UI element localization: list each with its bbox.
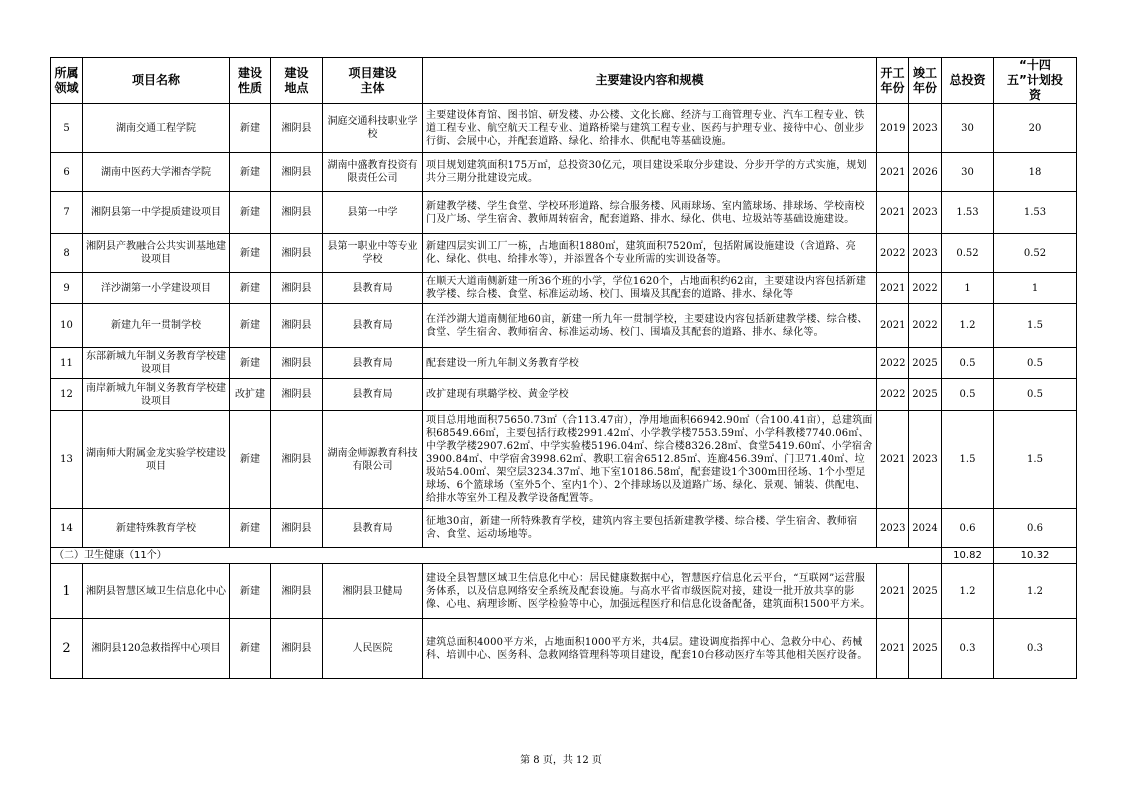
header-end-year: 竣工年份 bbox=[909, 58, 942, 104]
cell-project-name: 东部新城九年制义务教育学校建设项目 bbox=[83, 348, 230, 379]
header-project-name: 项目名称 bbox=[83, 58, 230, 104]
cell-end-year: 2022 bbox=[909, 304, 942, 348]
cell-end-year: 2025 bbox=[909, 564, 942, 619]
cell-owner: 县第一职业中等专业学校 bbox=[323, 234, 423, 273]
cell-content: 配套建设一所九年制义务教育学校 bbox=[423, 348, 877, 379]
cell-project-name: 湘阴县第一中学提质建设项目 bbox=[83, 192, 230, 234]
cell-row-number: 6 bbox=[51, 153, 83, 192]
cell-plan-investment: 1.2 bbox=[994, 564, 1077, 619]
cell-content: 征地30亩，新建一所特殊教育学校，建筑内容主要包括新建教学楼、综合楼、学生宿舍、教师宿舍、食堂、运动场地等。 bbox=[423, 509, 877, 548]
cell-start-year: 2022 bbox=[877, 234, 909, 273]
cell-row-number: 13 bbox=[51, 411, 83, 509]
cell-end-year: 2025 bbox=[909, 619, 942, 679]
cell-start-year: 2022 bbox=[877, 348, 909, 379]
page-footer: 第 8 页，共 12 页 bbox=[520, 755, 602, 766]
cell-start-year: 2019 bbox=[877, 104, 909, 153]
cell-plan-investment: 0.52 bbox=[994, 234, 1077, 273]
cell-place: 湘阴县 bbox=[271, 153, 323, 192]
cell-content: 项目规划建筑面积175万㎡，总投资30亿元，项目建设采取分步建设、分步开学的方式实施，规划共分三期分批建设完成。 bbox=[423, 153, 877, 192]
cell-end-year: 2025 bbox=[909, 379, 942, 411]
table-row bbox=[51, 192, 1077, 234]
cell-row-number: 5 bbox=[51, 104, 83, 153]
cell-content: 新建教学楼、学生食堂、学校环形道路、综合服务楼、风雨球场、室内篮球场、排球场、学校南校门及广场、学生宿舍、教师周转宿舍，配套道路、排水、绿化、供电、垃圾站等基础设施建设。 bbox=[423, 192, 877, 234]
cell-place: 湘阴县 bbox=[271, 234, 323, 273]
cell-total-investment: 1.53 bbox=[942, 192, 994, 234]
cell-plan-investment: 1.5 bbox=[994, 304, 1077, 348]
cell-start-year: 2021 bbox=[877, 564, 909, 619]
header-total-investment: 总投资 bbox=[942, 58, 994, 104]
cell-content: 建设全县智慧区域卫生信息化中心：居民健康数据中心，智慧医疗信息化云平台，“互联网”运营服务体系，以及信息网络安全系统及配套设施。与高水平省市级医院对接，建设一批开放共享的影像、心电、病理诊断、医学检验等中心，加强远程医疗和信息化设备配备，建筑面积1500平方米。 bbox=[423, 564, 877, 619]
cell-place: 湘阴县 bbox=[271, 104, 323, 153]
table-row bbox=[51, 304, 1077, 348]
cell-start-year: 2021 bbox=[877, 192, 909, 234]
cell-total-investment: 1.5 bbox=[942, 411, 994, 509]
section-total: 10.82 bbox=[942, 548, 994, 564]
cell-content: 在顺天大道南侧新建一所36个班的小学，学位1620个，占地面积约62亩，主要建设内容包括新建教学楼、综合楼、食堂、标准运动场、校门、围墙及其配套的道路、排水、绿化等 bbox=[423, 273, 877, 304]
cell-total-investment: 1.2 bbox=[942, 564, 994, 619]
cell-project-name: 新建九年一贯制学校 bbox=[83, 304, 230, 348]
cell-end-year: 2023 bbox=[909, 192, 942, 234]
cell-nature: 新建 bbox=[230, 564, 271, 619]
cell-end-year: 2023 bbox=[909, 234, 942, 273]
cell-project-name: 湘阴县120急救指挥中心项目 bbox=[83, 619, 230, 679]
cell-project-name: 南岸新城九年制义务教育学校建设项目 bbox=[83, 379, 230, 411]
table-row bbox=[51, 104, 1077, 153]
cell-project-name: 湖南中医药大学湘杏学院 bbox=[83, 153, 230, 192]
table-row bbox=[51, 153, 1077, 192]
table-row bbox=[51, 411, 1077, 509]
cell-owner: 县第一中学 bbox=[323, 192, 423, 234]
cell-nature: 新建 bbox=[230, 153, 271, 192]
cell-start-year: 2021 bbox=[877, 619, 909, 679]
cell-row-number: 12 bbox=[51, 379, 83, 411]
cell-nature: 改扩建 bbox=[230, 379, 271, 411]
cell-nature: 新建 bbox=[230, 273, 271, 304]
cell-plan-investment: 1 bbox=[994, 273, 1077, 304]
cell-content: 改扩建现有琪璐学校、黄金学校 bbox=[423, 379, 877, 411]
header-place: 建设地点 bbox=[271, 58, 323, 104]
cell-project-name: 湘阴县产教融合公共实训基地建设项目 bbox=[83, 234, 230, 273]
cell-row-number: 9 bbox=[51, 273, 83, 304]
header-content: 主要建设内容和规模 bbox=[423, 58, 877, 104]
cell-content: 新建四层实训工厂一栋，占地面积1880㎡，建筑面积7520㎡，包括附属设施建设（含道路、亮化、绿化、供电、给排水等），并添置各个专业所需的实训设备等。 bbox=[423, 234, 877, 273]
table-row bbox=[51, 619, 1077, 679]
header-owner: 项目建设主体 bbox=[323, 58, 423, 104]
cell-row-number: 2 bbox=[51, 619, 83, 679]
cell-end-year: 2025 bbox=[909, 348, 942, 379]
cell-place: 湘阴县 bbox=[271, 379, 323, 411]
cell-row-number: 1 bbox=[51, 564, 83, 619]
cell-total-investment: 0.5 bbox=[942, 379, 994, 411]
table-row bbox=[51, 348, 1077, 379]
cell-total-investment: 0.6 bbox=[942, 509, 994, 548]
header-row bbox=[51, 58, 1077, 104]
cell-nature: 新建 bbox=[230, 619, 271, 679]
table-row bbox=[51, 379, 1077, 411]
cell-owner: 湖南中盛教育投资有限责任公司 bbox=[323, 153, 423, 192]
cell-end-year: 2023 bbox=[909, 411, 942, 509]
section-health bbox=[51, 548, 1077, 564]
cell-total-investment: 0.5 bbox=[942, 348, 994, 379]
table-row bbox=[51, 234, 1077, 273]
cell-place: 湘阴县 bbox=[271, 192, 323, 234]
header-plan-investment: “十四五”计划投资 bbox=[994, 58, 1077, 104]
section-row bbox=[51, 548, 1077, 564]
cell-plan-investment: 18 bbox=[994, 153, 1077, 192]
cell-total-investment: 1.2 bbox=[942, 304, 994, 348]
cell-content: 建筑总面积4000平方米，占地面积1000平方米，共4层。建设调度指挥中心、急救分中心、药械科、培训中心、医务科、急救网络管理科等项目建设，配套10台移动医疗车等其他相关医疗设备。 bbox=[423, 619, 877, 679]
cell-end-year: 2024 bbox=[909, 509, 942, 548]
cell-row-number: 8 bbox=[51, 234, 83, 273]
cell-plan-investment: 0.5 bbox=[994, 379, 1077, 411]
cell-row-number: 14 bbox=[51, 509, 83, 548]
cell-place: 湘阴县 bbox=[271, 509, 323, 548]
cell-plan-investment: 1.5 bbox=[994, 411, 1077, 509]
cell-project-name: 湘阴县智慧区域卫生信息化中心 bbox=[83, 564, 230, 619]
cell-end-year: 2022 bbox=[909, 273, 942, 304]
cell-owner: 县教育局 bbox=[323, 273, 423, 304]
cell-plan-investment: 0.6 bbox=[994, 509, 1077, 548]
cell-row-number: 11 bbox=[51, 348, 83, 379]
cell-plan-investment: 0.5 bbox=[994, 348, 1077, 379]
header-domain: 所属领域 bbox=[51, 58, 83, 104]
cell-total-investment: 0.3 bbox=[942, 619, 994, 679]
cell-nature: 新建 bbox=[230, 304, 271, 348]
cell-content: 在洋沙湖大道南侧征地60亩，新建一所九年一贯制学校，主要建设内容包括新建教学楼、综合楼、食堂、学生宿舍、教师宿舍、标准运动场、校门、围墙及其配套的道路、排水、绿化等。 bbox=[423, 304, 877, 348]
cell-start-year: 2022 bbox=[877, 379, 909, 411]
header-nature: 建设性质 bbox=[230, 58, 271, 104]
health-rows bbox=[51, 564, 1077, 679]
cell-project-name: 新建特殊教育学校 bbox=[83, 509, 230, 548]
cell-project-name: 洋沙湖第一小学建设项目 bbox=[83, 273, 230, 304]
cell-nature: 新建 bbox=[230, 234, 271, 273]
cell-start-year: 2021 bbox=[877, 411, 909, 509]
cell-content: 项目总用地面积75650.73㎡（合113.47亩），净用地面积66942.90㎡（合100.41亩），总建筑面积68549.66㎡，主要包括行政楼2991.42㎡、小学教学楼7553.59㎡、小学科教楼7740.06㎡、中学教学楼2907.62㎡、中学实验楼5196.04㎡、综合楼8326.28㎡、食堂5419.60㎡、小学宿舍3900.84㎡、中学宿舍3998.62㎡、教职工宿舍6512.85㎡、连廊456.39㎡、门卫71.40㎡、垃圾站54.00㎡、架空层3234.37㎡、地下室10186.58㎡，配套建设1个300m田径场、1个小型足球场、6个篮球场（室外5个、室内1个）、2个排球场以及道路广场、绿化、景观、铺装、供配电、给排水等室外工程及教学设备配置等。 bbox=[423, 411, 877, 509]
cell-nature: 新建 bbox=[230, 411, 271, 509]
table-row bbox=[51, 273, 1077, 304]
project-table bbox=[50, 57, 1077, 679]
table-row bbox=[51, 564, 1077, 619]
cell-total-investment: 30 bbox=[942, 153, 994, 192]
cell-nature: 新建 bbox=[230, 104, 271, 153]
cell-plan-investment: 0.3 bbox=[994, 619, 1077, 679]
cell-owner: 县教育局 bbox=[323, 304, 423, 348]
cell-total-investment: 1 bbox=[942, 273, 994, 304]
header-start-year: 开工年份 bbox=[877, 58, 909, 104]
cell-nature: 新建 bbox=[230, 192, 271, 234]
cell-total-investment: 30 bbox=[942, 104, 994, 153]
cell-place: 湘阴县 bbox=[271, 273, 323, 304]
cell-plan-investment: 1.53 bbox=[994, 192, 1077, 234]
cell-start-year: 2021 bbox=[877, 304, 909, 348]
cell-start-year: 2021 bbox=[877, 273, 909, 304]
cell-place: 湘阴县 bbox=[271, 304, 323, 348]
cell-content: 主要建设体育馆、图书馆、研发楼、办公楼、文化长廊、经济与工商管理专业、汽车工程专业、铁道工程专业、航空航天工程专业、道路桥梁与建筑工程专业、医药与护理专业、接待中心、创业步行街、会展中心，并配套道路、绿化、给排水、供配电等基础设施。 bbox=[423, 104, 877, 153]
cell-nature: 新建 bbox=[230, 348, 271, 379]
cell-owner: 县教育局 bbox=[323, 379, 423, 411]
cell-plan-investment: 20 bbox=[994, 104, 1077, 153]
cell-owner: 县教育局 bbox=[323, 509, 423, 548]
cell-project-name: 湖南交通工程学院 bbox=[83, 104, 230, 153]
cell-owner: 人民医院 bbox=[323, 619, 423, 679]
cell-start-year: 2023 bbox=[877, 509, 909, 548]
education-rows bbox=[51, 104, 1077, 548]
cell-place: 湘阴县 bbox=[271, 348, 323, 379]
cell-row-number: 7 bbox=[51, 192, 83, 234]
cell-place: 湘阴县 bbox=[271, 619, 323, 679]
cell-owner: 洞庭交通科技职业学校 bbox=[323, 104, 423, 153]
cell-total-investment: 0.52 bbox=[942, 234, 994, 273]
section-plan: 10.32 bbox=[994, 548, 1077, 564]
cell-owner: 湘阴县卫健局 bbox=[323, 564, 423, 619]
section-title: （二）卫生健康（11个） bbox=[51, 548, 942, 564]
cell-owner: 湖南金师源教育科技有限公司 bbox=[323, 411, 423, 509]
cell-nature: 新建 bbox=[230, 509, 271, 548]
cell-start-year: 2021 bbox=[877, 153, 909, 192]
cell-owner: 县教育局 bbox=[323, 348, 423, 379]
cell-row-number: 10 bbox=[51, 304, 83, 348]
cell-end-year: 2023 bbox=[909, 104, 942, 153]
cell-place: 湘阴县 bbox=[271, 411, 323, 509]
cell-place: 湘阴县 bbox=[271, 564, 323, 619]
cell-project-name: 湖南师大附属金龙实验学校建设项目 bbox=[83, 411, 230, 509]
table-row bbox=[51, 509, 1077, 548]
cell-end-year: 2026 bbox=[909, 153, 942, 192]
